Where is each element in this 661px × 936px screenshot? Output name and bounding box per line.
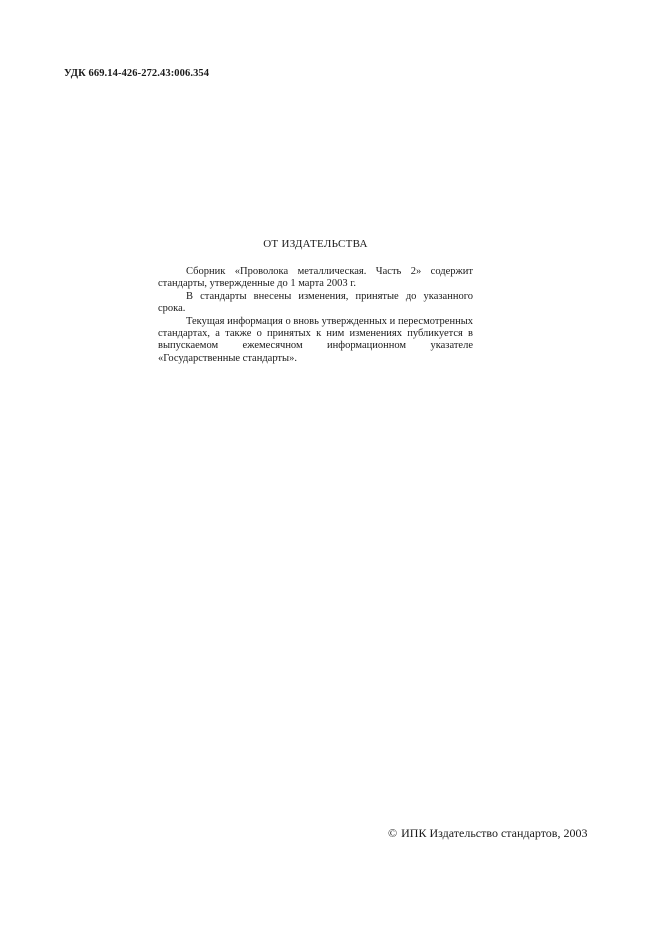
copyright-notice — [388, 826, 587, 841]
preface-title: ОТ ИЗДАТЕЛЬСТВА — [263, 238, 368, 250]
preface-paragraph: Текущая информация о вновь утвержденных и пересмотренных стандартах, а также о принятых к ним изменениях публикуется в выпускаемом ежемесячном информационном указателе «Государственные стандарты». — [158, 315, 473, 364]
preface-paragraph: Сборник «Проволока металлическая. Часть 2» содержит стандарты, утвержденные до 1 марта 2003 г. — [158, 266, 473, 290]
copyright-sign: © — [388, 826, 398, 840]
preface-paragraph: В стандарты внесены изменения, принятые до указанного срока. — [158, 290, 473, 315]
copyright-text: ИПК Издательство стандартов, 2003 — [401, 826, 588, 840]
udk-code: УДК 669.14-426-272.43:006.354 — [64, 68, 210, 79]
publisher-preface — [158, 238, 473, 365]
